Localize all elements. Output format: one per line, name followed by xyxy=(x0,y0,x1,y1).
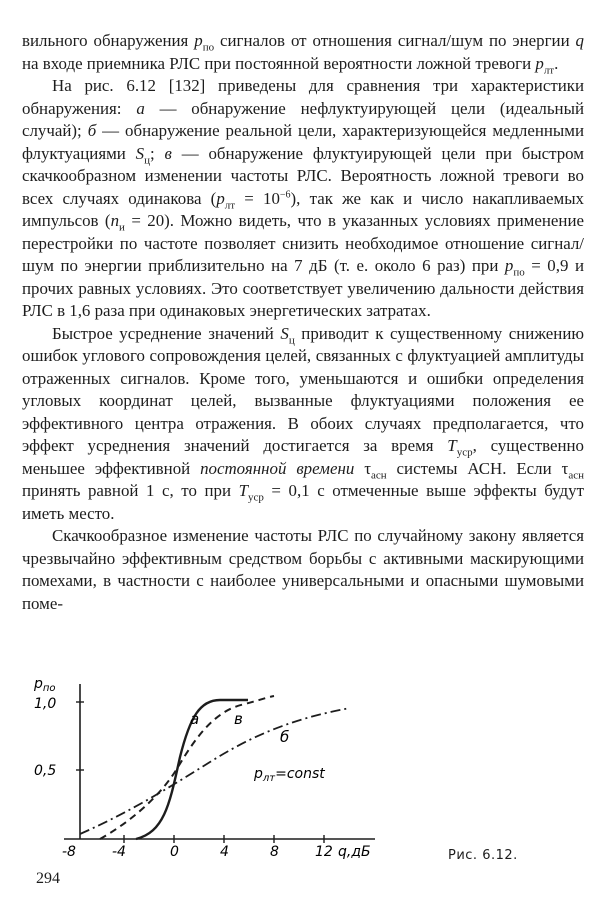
paragraph xyxy=(22,323,584,526)
page-number: 294 xyxy=(36,870,60,887)
x-tick-label: 8 xyxy=(270,844,279,860)
x-tick-label: 0 xyxy=(170,844,179,860)
text-run: = 20). Можно видеть, что в указанных условиях применение перестройки по частоте позволяет снизить необходимое отношение сигнал/шум по энергии приблизительно на 7 дБ (т. е. около 6 раз) при xyxy=(22,211,584,275)
text-run: системы АСН. Если τ xyxy=(386,458,569,478)
text-run: ; xyxy=(150,143,165,163)
curve-b-label: б xyxy=(280,728,290,746)
text-run: −6 xyxy=(279,188,291,200)
text-run: = 0,1 с отмеченные выше эффекты будут иметь место. xyxy=(22,481,584,523)
text-run: q xyxy=(575,31,584,50)
text-run: по xyxy=(202,41,215,54)
text-run: = 10 xyxy=(235,188,280,208)
text-run: на входе приемника РЛС при постоянной вероятности ложной тревоги xyxy=(22,53,536,73)
x-tick-label: 12 xyxy=(315,844,333,860)
text-run: p xyxy=(216,188,225,208)
figure-caption: Рис. 6.12. xyxy=(448,848,518,863)
text-run: S xyxy=(135,143,145,163)
text-run: постоянной времени xyxy=(200,458,355,478)
y-tick-label: 0,5 xyxy=(34,763,57,779)
text-run: вильного обнаружения xyxy=(22,31,195,50)
text-run: уср xyxy=(247,491,264,504)
text-run: p xyxy=(535,53,544,73)
y-tick-label: 1,0 xyxy=(34,696,57,712)
text-run: = 0,9 и прочих равных условиях. Это соответствует увеличению дальности действия РЛС в 1,6 раза при одинаковых энергетических затратах. xyxy=(22,256,584,320)
text-run: Быстрое усреднение значений xyxy=(52,323,281,343)
x-tick-label: -4 xyxy=(112,844,126,860)
y-axis-label: $p_{по}$ xyxy=(34,676,56,694)
text-run: асн xyxy=(568,468,584,481)
text-run: T xyxy=(447,436,457,455)
body-text xyxy=(22,30,584,615)
text-run: — обнаружение реальной цели, характеризующейся медленными флуктуациями xyxy=(22,121,584,163)
text-run: p xyxy=(194,31,203,50)
text-run: и xyxy=(119,221,125,234)
text-run: ц xyxy=(144,153,151,166)
paragraph xyxy=(22,75,584,323)
text-run: принять равной 1 с, то при xyxy=(22,481,239,500)
text-run: лт xyxy=(543,63,555,76)
text-run: τ xyxy=(354,458,371,478)
text-run: . xyxy=(554,53,559,73)
paragraph xyxy=(22,525,584,615)
x-axis-label: q,дБ xyxy=(338,844,371,860)
text-run: T xyxy=(238,481,248,500)
text-run: n xyxy=(110,211,120,230)
text-run: в xyxy=(164,143,172,163)
text-run: S xyxy=(280,323,289,343)
curve-v-label: в xyxy=(234,710,243,728)
text-run: а xyxy=(136,98,145,118)
text-run: Скачкообразное изменение частоты РЛС по случайному закону является чрезвычайно эффективным средством борьбы с активными маскирующими помехами, в частности с наиболее универсальными и опасными шумовыми поме- xyxy=(22,526,584,613)
text-run: уср xyxy=(456,446,473,459)
text-run: по xyxy=(513,266,525,279)
text-run: — обнаружение флуктуирующей цели при быстром скачкообразном изменении частоты РЛС. Вероятность ложной тревоги во всех случаях одинакова ( xyxy=(22,143,584,208)
text-run: б xyxy=(87,121,97,140)
x-tick-label: -8 xyxy=(62,844,76,860)
detection-characteristics-figure xyxy=(20,672,440,872)
false-alarm-annotation: $p_{лт}=const$ xyxy=(254,766,325,784)
text-run: , существенно меньшее эффективной xyxy=(22,436,584,478)
x-tick-label: 4 xyxy=(220,844,229,860)
curve-v xyxy=(100,696,274,839)
text-run: — обнаружение нефлуктуирующей цели (идеальный случай); xyxy=(22,98,584,140)
text-run: ), так же как и число накапливаемых импульсов ( xyxy=(22,188,584,230)
text-run: ц xyxy=(288,333,295,346)
text-run: приводит к существенному снижению ошибок углового сопровождения целей, связанных с флуктуацией амплитуды отраженных сигналов. Кроме того, уменьшаются и ошибки определения угловых координат целей, вызванные флуктуациями положения ее эффективного центра отражения. В обоих случаях предполагается, что эффект усреднения значений достигается за время xyxy=(22,323,584,455)
curve-a-label: а xyxy=(190,710,200,728)
text-run: p xyxy=(504,256,514,275)
text-run: лт xyxy=(224,198,236,211)
text-run: сигналов от отношения сигнал/шум по энергии xyxy=(214,31,576,50)
text-run: асн xyxy=(370,468,387,481)
text-run: На рис. 6.12 [132] приведены для сравнения три характеристики обнаружения: xyxy=(22,76,584,118)
paragraph xyxy=(22,30,584,75)
